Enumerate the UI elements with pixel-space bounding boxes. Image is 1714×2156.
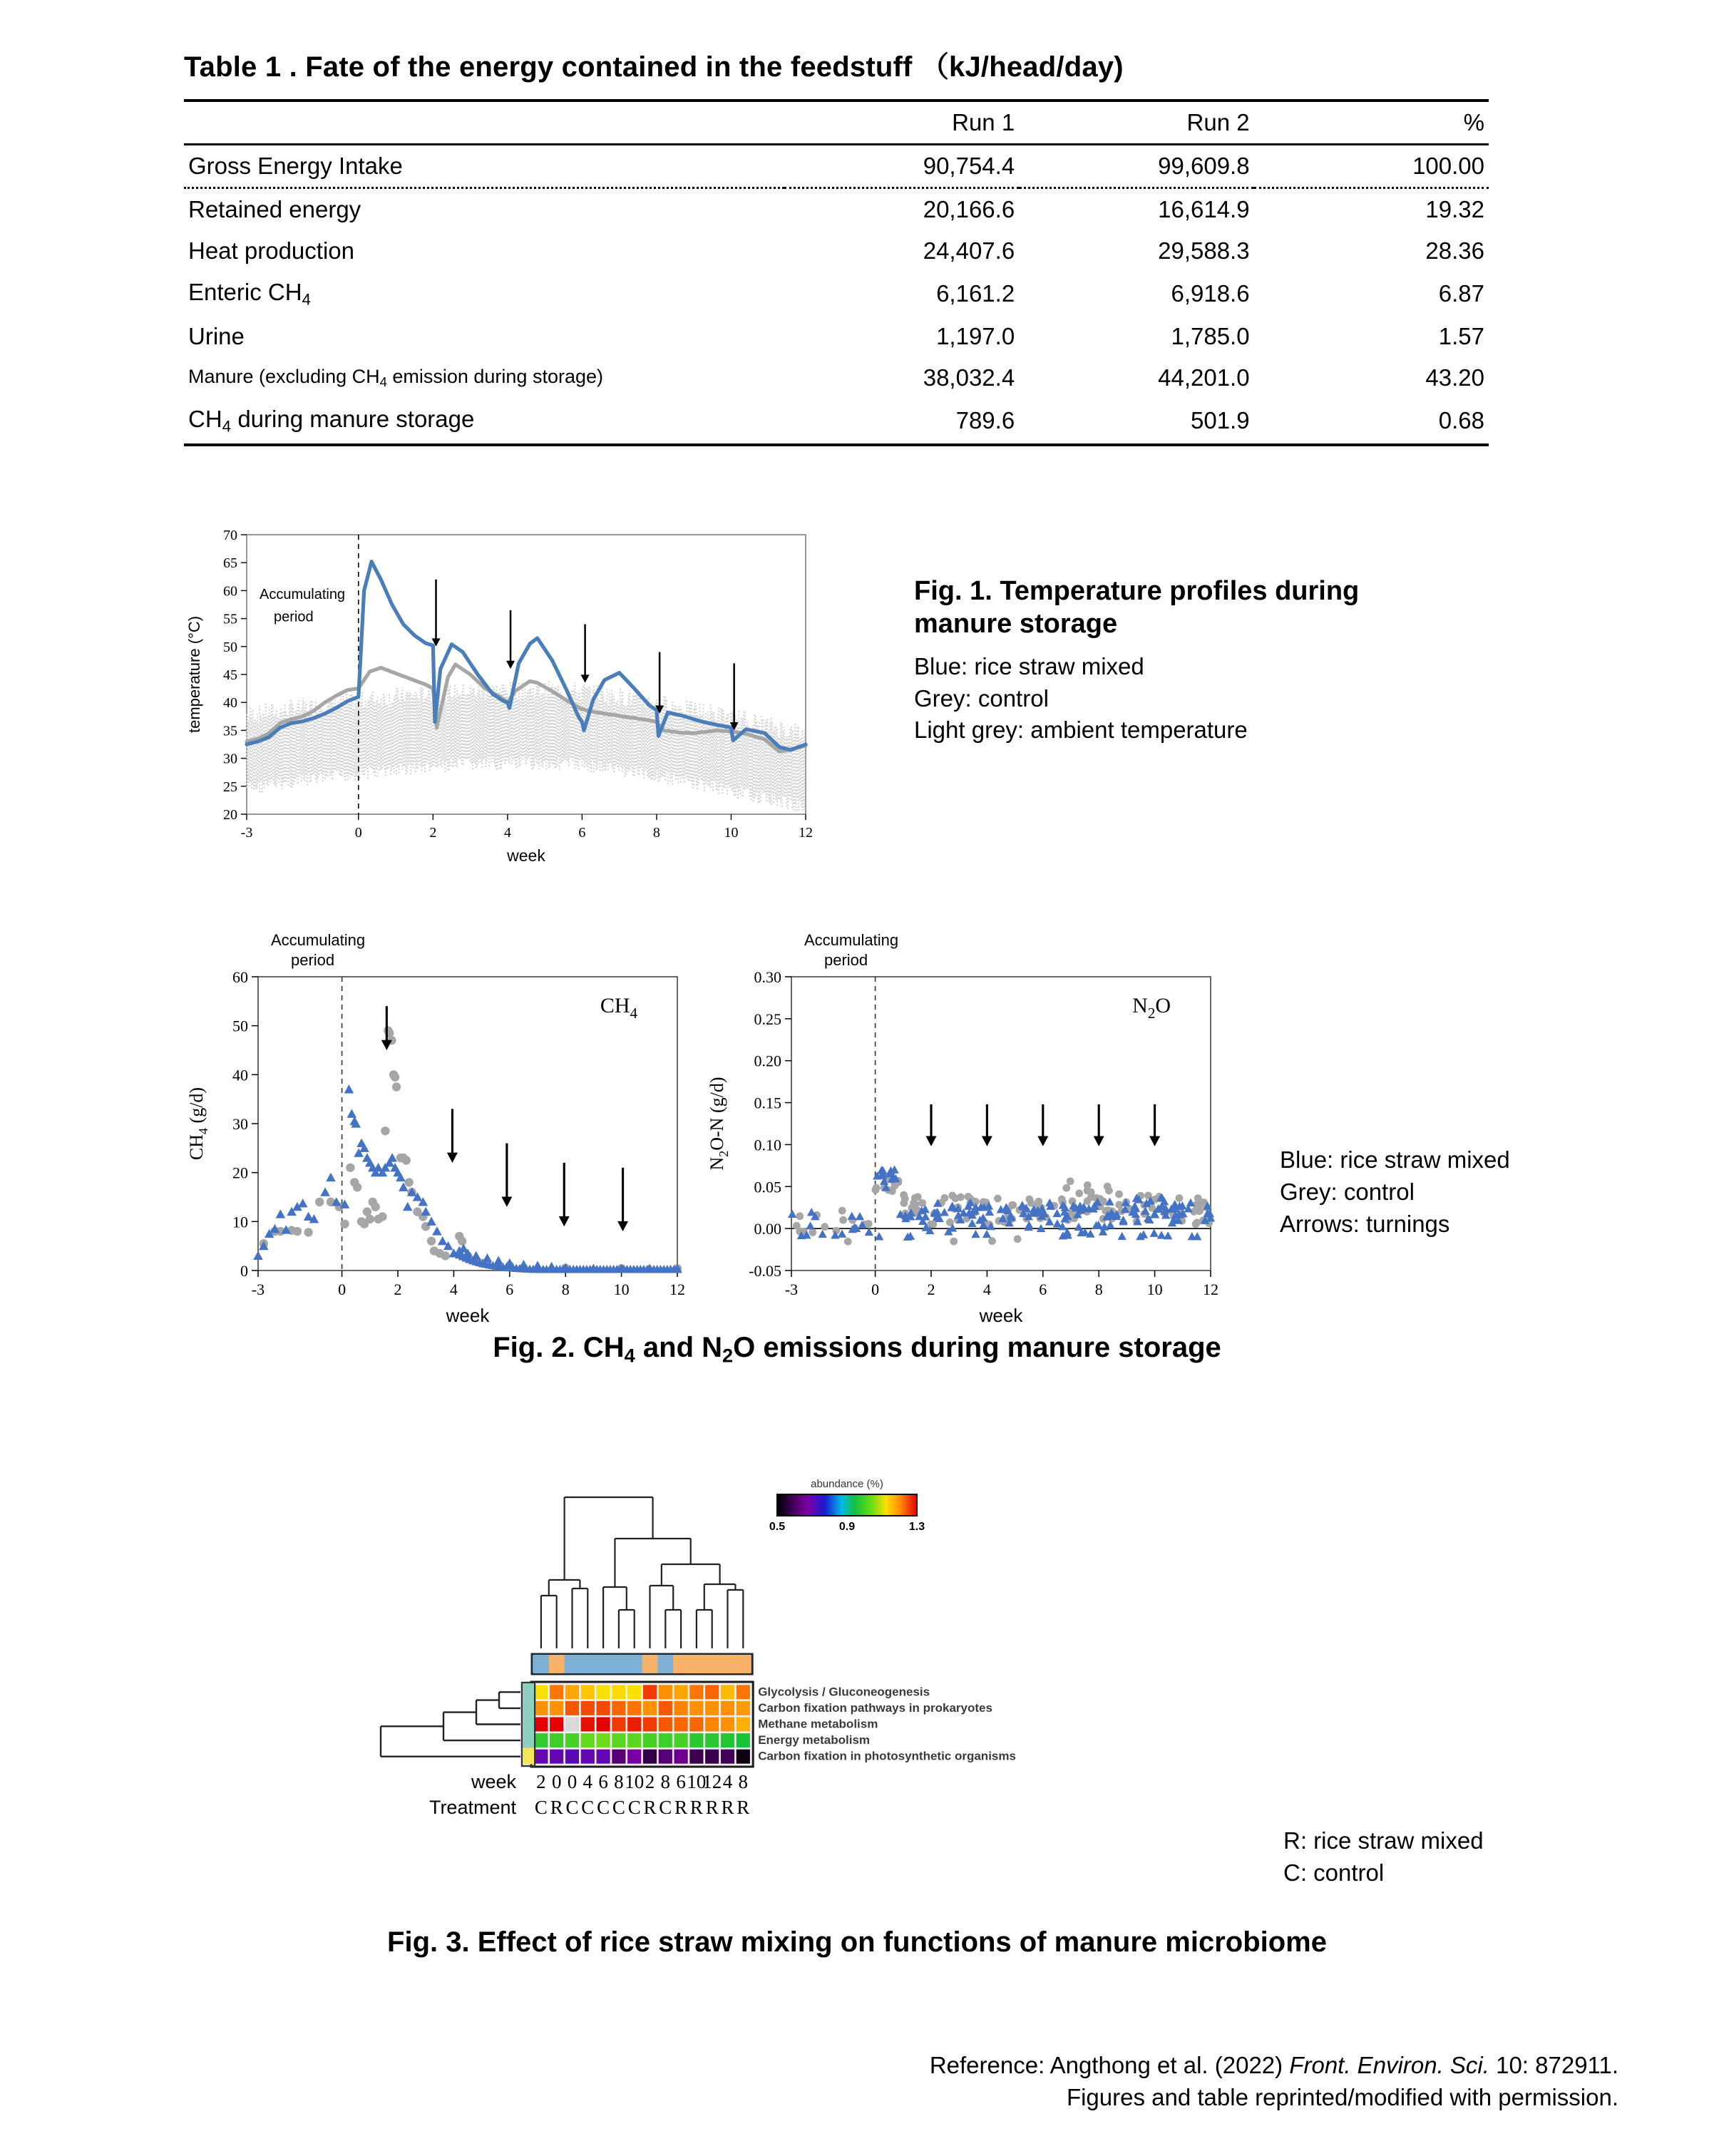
- row-percent: 0.68: [1254, 399, 1489, 444]
- svg-text:0.25: 0.25: [754, 1010, 781, 1028]
- row-label: Retained energy: [188, 196, 361, 222]
- svg-text:2: 2: [536, 1771, 546, 1792]
- reference-line-2: Figures and table reprinted/modified with permission.: [1066, 2083, 1618, 2110]
- svg-text:0: 0: [240, 1262, 248, 1280]
- table-row: [184, 188, 1489, 231]
- column-header-blank: [184, 101, 784, 145]
- fig1-temperature-chart: [178, 515, 820, 871]
- fig1-svg: [178, 515, 820, 871]
- row-run1: 90,754.4: [784, 145, 1019, 188]
- fig1-legend-blue: Blue: rice straw mixed: [914, 652, 1144, 679]
- svg-text:Energy metabolism: Energy metabolism: [758, 1733, 871, 1747]
- row-run1: 6,161.2: [936, 280, 1015, 307]
- fig2-n2o-chart: [690, 914, 1232, 1342]
- table-body: [184, 145, 1489, 445]
- table-row: [184, 357, 1489, 399]
- svg-text:C: C: [612, 1797, 625, 1818]
- svg-text:4: 4: [982, 1280, 991, 1298]
- svg-text:CH4 (g/d): $CH_4$ (g/d): [186, 1087, 210, 1161]
- svg-text:20: 20: [223, 807, 237, 823]
- svg-text:Accumulating: Accumulating: [271, 931, 366, 949]
- svg-text:10: 10: [625, 1771, 645, 1792]
- svg-text:abundance (%): abundance (%): [811, 1478, 883, 1490]
- svg-text:12: 12: [702, 1771, 722, 1792]
- svg-text:4: 4: [449, 1280, 458, 1298]
- svg-text:65: 65: [223, 555, 237, 572]
- row-label: Enteric $CH_4$: [188, 279, 312, 309]
- svg-text:10: 10: [687, 1771, 707, 1792]
- svg-text:Carbon fixation in photosynthe: Carbon fixation in photosynthetic organisms: [758, 1749, 1016, 1763]
- svg-text:25: 25: [223, 779, 237, 795]
- svg-text:0: 0: [354, 825, 362, 841]
- fig2-legend-arrows: Arrows: turnings: [1280, 1210, 1450, 1237]
- fig3-svg: [235, 1419, 1405, 1918]
- svg-text:C: C: [597, 1797, 610, 1818]
- fig3-legend-block: [1283, 1825, 1611, 1889]
- svg-text:week: week: [446, 1305, 490, 1326]
- svg-text:0.20: 0.20: [754, 1052, 781, 1070]
- row-run1: 789.6: [784, 399, 1019, 444]
- row-percent: 19.32: [1425, 196, 1484, 222]
- table-row: [184, 399, 1489, 444]
- svg-text:week: week: [507, 846, 545, 865]
- svg-text:0: 0: [567, 1771, 578, 1792]
- svg-text:temperature (°C): temperature (°C): [185, 615, 203, 734]
- column-header-run2: Run 2: [1019, 101, 1253, 145]
- svg-text:2: 2: [429, 825, 437, 841]
- fig2-caption-text: Fig. 2. $CH_4$ and $N_2O$ emissions during manure storage: [493, 1332, 1221, 1367]
- table-1-section: [184, 44, 1489, 446]
- fig2-caption: [0, 1332, 1714, 1367]
- svg-text:12: 12: [669, 1280, 685, 1298]
- column-header-percent: %: [1254, 101, 1489, 145]
- svg-text:20: 20: [232, 1164, 248, 1182]
- svg-text:-0.05: -0.05: [749, 1262, 781, 1280]
- fig1-legend-grey: Grey: control: [914, 684, 1049, 712]
- fig3-heatmap-figure: [235, 1419, 1405, 1918]
- row-label: Gross Energy Intake: [184, 145, 784, 188]
- svg-text:0.30: 0.30: [754, 968, 781, 986]
- table-row: [184, 316, 1489, 357]
- journal-name: Front. Environ. Sci.: [1289, 2052, 1489, 2078]
- svg-text:-3: -3: [251, 1280, 265, 1298]
- row-run2: 501.9: [1019, 399, 1253, 444]
- svg-text:R: R: [737, 1797, 750, 1818]
- row-percent: 43.20: [1425, 364, 1484, 391]
- svg-text:60: 60: [223, 583, 237, 600]
- reference-line-1: [0, 2050, 1618, 2082]
- table-title: Table 1 . Fate of the energy contained in the feedstuff （kJ/head/day): [184, 51, 1124, 83]
- svg-text:R: R: [689, 1797, 703, 1818]
- row-label: $CH_4$ during manure storage: [184, 399, 784, 444]
- fig2-ch4-svg: [178, 914, 692, 1342]
- svg-text:70: 70: [223, 528, 237, 543]
- reference-suffix: 10: 872911.: [1489, 2052, 1618, 2078]
- row-percent: 6.87: [1438, 280, 1484, 307]
- row-label: Heat production: [188, 237, 354, 264]
- svg-text:0.9: 0.9: [838, 1521, 856, 1533]
- energy-fate-table: [184, 99, 1489, 446]
- svg-text:4: 4: [722, 1771, 733, 1792]
- table-header-row: [184, 101, 1489, 145]
- svg-text:0.15: 0.15: [754, 1094, 781, 1112]
- svg-text:0.00: 0.00: [754, 1220, 781, 1238]
- fig2-legend-blue: Blue: rice straw mixed: [1280, 1146, 1510, 1173]
- fig1-caption-line1: Fig. 1. Temperature profiles during: [914, 576, 1360, 606]
- row-run2: 44,201.0: [1158, 364, 1250, 391]
- fig2-ch4-chart: [178, 914, 692, 1342]
- svg-text:-3: -3: [784, 1280, 799, 1298]
- table-row: [184, 272, 1489, 316]
- svg-text:10: 10: [724, 825, 739, 841]
- reference-footer: [0, 2050, 1618, 2113]
- svg-text:C: C: [627, 1797, 641, 1818]
- row-run1: 1,197.0: [936, 323, 1015, 350]
- svg-text:1.3: 1.3: [908, 1521, 925, 1533]
- svg-text:week: week: [979, 1305, 1023, 1326]
- svg-text:0: 0: [871, 1280, 880, 1298]
- svg-text:0.10: 0.10: [754, 1136, 781, 1154]
- svg-text:period: period: [291, 951, 335, 969]
- svg-text:40: 40: [232, 1066, 248, 1084]
- fig2-legend-block: [1280, 1144, 1615, 1241]
- svg-text:10: 10: [232, 1213, 248, 1231]
- table-row: [184, 230, 1489, 272]
- svg-text:2: 2: [645, 1771, 655, 1792]
- row-run2: 1,785.0: [1171, 323, 1250, 350]
- svg-text:6: 6: [506, 1280, 514, 1298]
- svg-text:6: 6: [1039, 1280, 1047, 1298]
- table-row: [184, 145, 1489, 188]
- row-run2: 29,588.3: [1158, 237, 1250, 264]
- fig3-caption: Fig. 3. Effect of rice straw mixing on functions of manure microbiome: [387, 1926, 1327, 1958]
- svg-text:-3: -3: [240, 825, 253, 841]
- fig2-n2o-svg: [690, 914, 1232, 1342]
- svg-text:Accumulating: Accumulating: [260, 587, 346, 603]
- svg-text:C: C: [581, 1797, 595, 1818]
- fig3-legend-c: C: control: [1283, 1859, 1385, 1886]
- svg-text:Treatment: Treatment: [428, 1797, 516, 1818]
- svg-text:8: 8: [738, 1771, 749, 1792]
- svg-text:10: 10: [613, 1280, 630, 1298]
- fig1-legend-lightgrey: Light grey: ambient temperature: [914, 717, 1248, 744]
- svg-text:40: 40: [223, 695, 237, 712]
- svg-text:Accumulating: Accumulating: [804, 931, 899, 949]
- svg-text:45: 45: [223, 667, 237, 683]
- svg-text:2: 2: [394, 1280, 402, 1298]
- svg-text:4: 4: [583, 1771, 593, 1792]
- svg-text:8: 8: [660, 1771, 671, 1792]
- svg-text:12: 12: [799, 825, 813, 841]
- svg-text:C: C: [534, 1797, 548, 1818]
- svg-text:R: R: [643, 1797, 657, 1818]
- fig3-legend-r: R: rice straw mixed: [1283, 1827, 1484, 1854]
- svg-text:R: R: [550, 1797, 563, 1818]
- svg-text:8: 8: [561, 1280, 570, 1298]
- svg-text:period: period: [824, 951, 868, 969]
- svg-text:6: 6: [578, 825, 586, 841]
- row-label: Urine: [188, 323, 245, 350]
- row-percent: 1.57: [1438, 323, 1484, 350]
- fig1-caption-block: [914, 575, 1527, 746]
- svg-text:12: 12: [1203, 1280, 1218, 1298]
- svg-text:8: 8: [614, 1771, 624, 1792]
- row-run1: 24,407.6: [923, 237, 1015, 264]
- row-label: Manure (excluding $CH_4$ emission during storage): [188, 366, 603, 390]
- svg-text:C: C: [659, 1797, 672, 1818]
- svg-text:Carbon fixation pathways in pr: Carbon fixation pathways in prokaryotes: [758, 1700, 992, 1715]
- svg-text:N2O-N (g/d): $N_2O-N$ (g/d): [707, 1077, 731, 1171]
- svg-text:8: 8: [652, 825, 660, 841]
- svg-text:55: 55: [223, 611, 237, 627]
- svg-text:CH4: $CH_4$: [600, 994, 637, 1022]
- svg-text:50: 50: [223, 639, 237, 655]
- svg-text:50: 50: [232, 1017, 248, 1035]
- svg-text:0: 0: [551, 1771, 562, 1792]
- svg-text:0: 0: [338, 1280, 347, 1298]
- fig2-legend-grey: Grey: control: [1280, 1178, 1415, 1205]
- row-run2: 16,614.9: [1158, 196, 1250, 222]
- svg-text:0.05: 0.05: [754, 1178, 781, 1196]
- row-run1: 38,032.4: [923, 364, 1015, 391]
- svg-text:60: 60: [232, 968, 248, 986]
- svg-text:10: 10: [1146, 1280, 1163, 1298]
- svg-text:R: R: [674, 1797, 688, 1818]
- svg-text:30: 30: [223, 751, 237, 767]
- svg-text:R: R: [705, 1797, 719, 1818]
- svg-text:R: R: [721, 1797, 734, 1818]
- row-run2: 99,609.8: [1019, 145, 1253, 188]
- svg-text:6: 6: [676, 1771, 686, 1792]
- fig1-caption-line2: manure storage: [914, 609, 1118, 640]
- svg-text:0.5: 0.5: [769, 1521, 786, 1533]
- row-percent: 100.00: [1254, 145, 1489, 188]
- svg-text:week: week: [471, 1771, 516, 1792]
- svg-text:N2O: $N_2O$: [1132, 994, 1171, 1022]
- svg-text:Methane metabolism: Methane metabolism: [758, 1717, 878, 1731]
- row-run2: 6,918.6: [1171, 280, 1250, 307]
- column-header-run1: Run 1: [784, 101, 1019, 145]
- svg-text:Glycolysis / Gluconeogenesis: Glycolysis / Gluconeogenesis: [758, 1685, 930, 1699]
- svg-text:30: 30: [232, 1115, 248, 1133]
- reference-prefix: Reference: Angthong et al. (2022): [929, 2052, 1290, 2078]
- svg-text:35: 35: [223, 723, 237, 739]
- svg-text:period: period: [274, 609, 314, 625]
- svg-text:8: 8: [1094, 1280, 1103, 1298]
- svg-text:6: 6: [598, 1771, 608, 1792]
- svg-text:C: C: [565, 1797, 579, 1818]
- row-run1: 20,166.6: [923, 196, 1015, 222]
- row-percent: 28.36: [1425, 237, 1484, 264]
- svg-text:4: 4: [503, 825, 511, 841]
- svg-text:2: 2: [927, 1280, 935, 1298]
